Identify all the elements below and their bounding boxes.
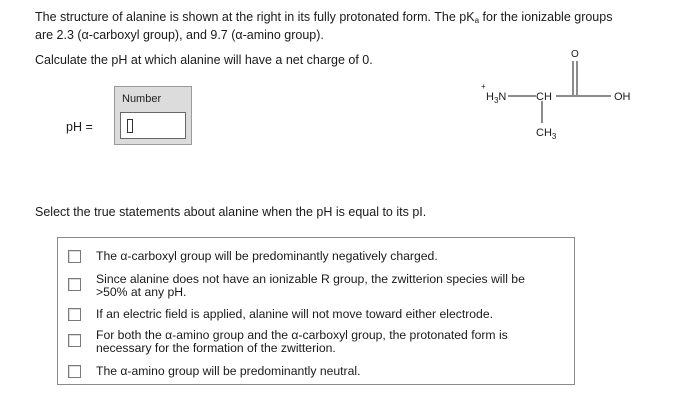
structure-plus: +: [481, 82, 486, 91]
structure-amine-n: N: [498, 91, 507, 103]
structure-methyl: CH: [536, 127, 552, 139]
option-text: The α-carboxyl group will be predominantly negatively charged.: [96, 249, 438, 263]
statement-checklist: [57, 237, 575, 385]
number-label: Number: [122, 93, 162, 105]
pka-subscript: a: [474, 16, 480, 25]
question-intro-line2: are 2.3 (α-carboxyl group), and 9.7 (α-amino group).: [35, 28, 324, 42]
text-cursor-icon: [127, 119, 133, 133]
option-text: If an electric field is applied, alanine will not move toward either electrode.: [96, 307, 493, 321]
svg-text:H3N: [486, 91, 506, 105]
number-answer-panel: [114, 86, 192, 145]
option-text-line2: >50% at any pH.: [96, 285, 187, 299]
question-intro-line1: The structure of alanine is shown at the right in its fully protonated form. The pK: [35, 10, 475, 24]
option-text-line2: necessary for the formation of the zwitterion.: [96, 341, 336, 355]
question-calculate: Calculate the pH at which alanine will have a net charge of 0.: [35, 53, 373, 67]
option-text-line1: Since alanine does not have an ionizable R group, the zwitterion species will be: [96, 272, 525, 286]
structure-amine-sub: 3: [493, 96, 499, 105]
structure-hydroxyl: OH: [614, 91, 631, 103]
question-intro: [35, 10, 660, 43]
structure-amine-h: H: [486, 91, 494, 103]
option-checkbox[interactable]: [68, 250, 81, 263]
svg-text:CH3: [536, 127, 557, 141]
structure-oxygen: O: [571, 49, 579, 60]
alanine-structure: [478, 44, 668, 154]
option-text-line1: For both the α-amino group and the α-carboxyl group, the protonated form is: [96, 328, 508, 342]
structure-alpha-carbon: CH: [536, 91, 552, 103]
ph-label: pH =: [66, 120, 93, 134]
option-checkbox[interactable]: [68, 334, 81, 347]
structure-methyl-sub: 3: [551, 132, 557, 141]
question-intro-line1-rest: for the ionizable groups: [479, 10, 613, 24]
option-checkbox[interactable]: [68, 365, 81, 378]
option-checkbox[interactable]: [68, 308, 81, 321]
option-checkbox[interactable]: [68, 278, 81, 291]
option-text: The α-amino group will be predominantly neutral.: [96, 364, 361, 378]
question-select: Select the true statements about alanine when the pH is equal to its pI.: [35, 205, 427, 219]
